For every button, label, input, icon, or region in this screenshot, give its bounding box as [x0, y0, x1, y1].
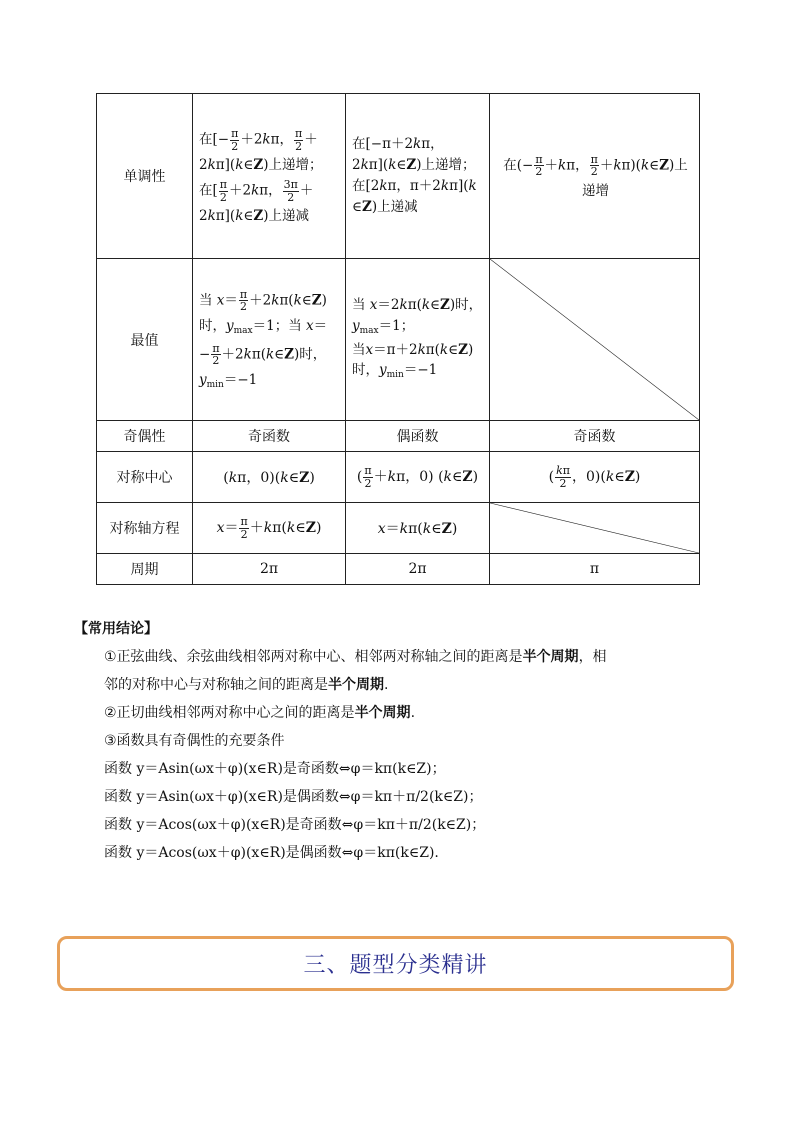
section-title: 三、题型分类精讲 — [303, 953, 488, 978]
table-row-period — [97, 554, 700, 585]
emphasis: 半个周期 — [522, 649, 579, 665]
table-row-monotonicity — [97, 94, 700, 259]
diagonal-slash — [490, 503, 699, 553]
common-conclusions — [74, 615, 734, 867]
text: ①正弦曲线、余弦曲线相邻两对称中心、相邻两对称轴之间的距离是 — [104, 649, 523, 665]
sin-symmetry-center: (kπ，0)(k∈Z) — [193, 452, 346, 503]
text: . — [384, 677, 389, 693]
parity-formula-4: 函数 y＝Acos(ωx＋φ)(x∈R)是偶函数⇔φ＝kπ(k∈Z). — [104, 845, 439, 861]
notes-title: 【常用结论】 — [74, 621, 158, 637]
row-label-monotonicity: 单调性 — [97, 94, 193, 259]
sin-symmetry-axis: x＝ $\frac{\pi}{2}$ ＋kπ(k∈Z) — [193, 503, 346, 554]
tan-parity: 奇函数 — [490, 421, 700, 452]
tan-symmetry-center: ( $\frac{k\pi}{2}$ ，0)(k∈Z) — [490, 452, 700, 503]
text: 邻的对称中心与对称轴之间的距离是 — [104, 677, 328, 693]
emphasis: 半个周期 — [354, 705, 411, 721]
cos-symmetry-axis: x＝kπ(k∈Z) — [346, 503, 490, 554]
tan-extrema-empty-cell — [490, 259, 700, 421]
emphasis: 半个周期 — [328, 677, 384, 693]
tan-period: π — [490, 554, 700, 585]
parity-formula-1: 函数 y＝Asin(ωx＋φ)(x∈R)是奇函数⇔φ＝kπ(k∈Z)； — [104, 761, 446, 777]
tan-symmetry-axis-empty-cell — [490, 503, 700, 554]
table-row-parity — [97, 421, 700, 452]
parity-formula-3: 函数 y＝Acos(ωx＋φ)(x∈R)是奇函数⇔φ＝kπ＋π/2(k∈Z)； — [104, 817, 486, 833]
sin-monotonicity-cell: 在[− $\frac{\pi}{2}$ ＋2kπ， $\frac{\pi}{2}$ ＋ 2kπ](k∈Z)上递增； 在[ $\frac{\pi}{2}$ ＋2kπ， $\frac{3\pi}{2}$ ＋ 2kπ](k∈Z)上递减 — [193, 94, 346, 259]
sin-period: 2π — [193, 554, 346, 585]
row-label-symmetry-axis: 对称轴方程 — [97, 503, 193, 554]
cos-parity: 偶函数 — [346, 421, 490, 452]
text: . — [410, 705, 416, 721]
conclusion-3: ③函数具有奇偶性的充要条件 — [104, 733, 285, 749]
table-row-symmetry-center — [97, 452, 700, 503]
conclusion-2 — [74, 699, 734, 727]
trig-properties-table — [96, 93, 700, 585]
conclusion-1-line-1 — [74, 643, 734, 671]
section-banner — [57, 936, 734, 991]
row-label-period: 周期 — [97, 554, 193, 585]
parity-formula-2: 函数 y＝Asin(ωx＋φ)(x∈R)是偶函数⇔φ＝kπ＋π/2(k∈Z)； — [104, 789, 483, 805]
table-row-symmetry-axis — [97, 503, 700, 554]
conclusion-1-line-2 — [74, 671, 734, 699]
cos-monotonicity-cell: 在[−π＋2kπ， 2kπ](k∈Z)上递增； 在[2kπ，π＋2kπ](k ∈Z)上递减 — [346, 94, 490, 259]
sin-extrema-cell: 当 x＝ $\frac{\pi}{2}$ ＋2kπ(k∈Z) 时，$y_{max}=1$；当 x＝ − $\frac{\pi}{2}$ ＋2kπ(k∈Z)时， $y_{min}=-1$ — [193, 259, 346, 421]
cos-symmetry-center: ( $\frac{\pi}{2}$ ＋kπ，0) (k∈Z) — [346, 452, 490, 503]
diagonal-slash — [490, 259, 699, 420]
cos-period: 2π — [346, 554, 490, 585]
text: ②正切曲线相邻两对称中心之间的距离是 — [104, 705, 355, 721]
table-row-extrema — [97, 259, 700, 421]
tan-monotonicity-cell: 在(− $\frac{\pi}{2}$ ＋kπ， $\frac{\pi}{2}$ ＋kπ)(k∈Z)上 递增 — [490, 94, 700, 259]
text: ，相 — [578, 649, 607, 665]
sin-parity: 奇函数 — [193, 421, 346, 452]
row-label-extrema: 最值 — [97, 259, 193, 421]
row-label-parity: 奇偶性 — [97, 421, 193, 452]
cos-extrema-cell: 当 x＝2kπ(k∈Z)时， $y_{max}=1$； 当x＝π＋2kπ(k∈Z) 时，$y_{min}=-1$ — [346, 259, 490, 421]
row-label-symmetry-center: 对称中心 — [97, 452, 193, 503]
